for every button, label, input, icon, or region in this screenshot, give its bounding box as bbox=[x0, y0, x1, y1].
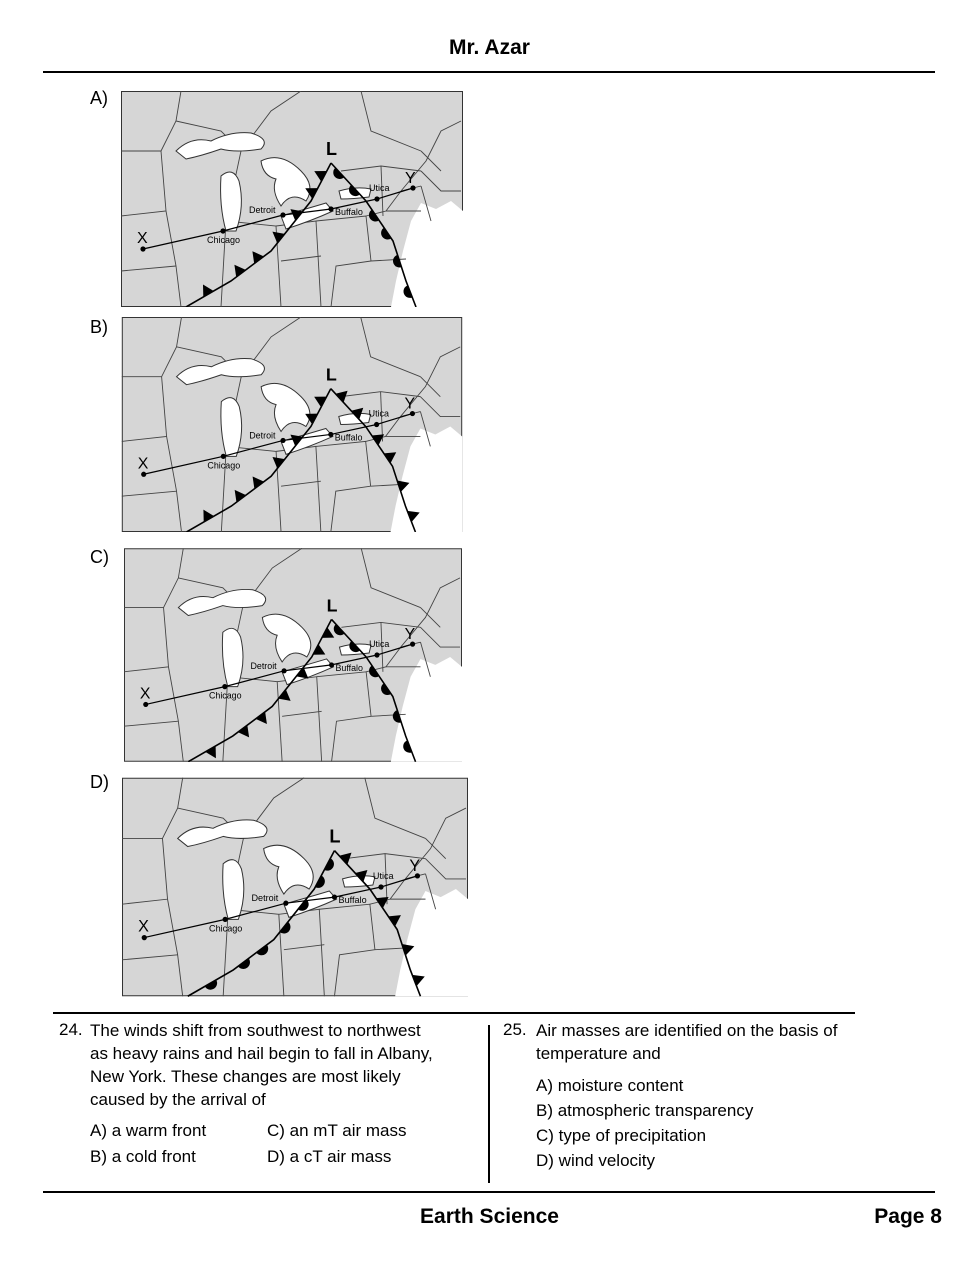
low-pressure-label: L bbox=[325, 364, 337, 385]
city-dot bbox=[328, 432, 333, 437]
question-25-line: temperature and bbox=[536, 1044, 661, 1063]
questions-rule bbox=[53, 1012, 855, 1014]
city-dot bbox=[378, 884, 383, 889]
city-label-detroit: Detroit bbox=[250, 660, 277, 671]
question-24-text bbox=[90, 1019, 485, 1111]
great-lake bbox=[222, 628, 243, 686]
city-dot bbox=[374, 196, 379, 201]
city-dot bbox=[282, 668, 287, 673]
map-b-letter: B) bbox=[90, 317, 108, 337]
question-25-answer-c[interactable]: C) type of precipitation bbox=[536, 1126, 707, 1145]
question-24-answer-d[interactable]: D) a cT air mass bbox=[267, 1147, 392, 1166]
question-24-line: as heavy rains and hail begin to fall in Albany, bbox=[90, 1044, 433, 1063]
weather-map-svg bbox=[124, 548, 462, 762]
city-label-buffalo: Buffalo bbox=[335, 662, 363, 673]
header-title: Mr. Azar bbox=[449, 36, 530, 59]
great-lake bbox=[221, 398, 242, 457]
city-dot bbox=[140, 246, 145, 251]
question-24-answer-c[interactable]: C) an mT air mass bbox=[267, 1121, 407, 1140]
low-pressure-label: L bbox=[326, 139, 337, 159]
city-dot bbox=[328, 206, 333, 211]
point-y-label: Y bbox=[405, 170, 416, 187]
question-25-line: Air masses are identified on the basis of bbox=[536, 1021, 838, 1040]
city-dot bbox=[142, 935, 147, 940]
city-label-buffalo: Buffalo bbox=[338, 895, 367, 906]
point-y-label: Y bbox=[409, 856, 421, 875]
map-d bbox=[122, 777, 468, 997]
point-x-label: X bbox=[137, 455, 149, 473]
city-label-utica: Utica bbox=[368, 408, 390, 419]
city-dot bbox=[222, 684, 227, 689]
footer-subject: Earth Science bbox=[420, 1205, 559, 1228]
question-24-answer-b[interactable]: B) a cold front bbox=[90, 1147, 196, 1166]
question-25-answer-a[interactable]: A) moisture content bbox=[536, 1076, 684, 1095]
question-24-line: The winds shift from southwest to northwest bbox=[90, 1021, 421, 1040]
city-dot bbox=[332, 894, 337, 899]
city-dot bbox=[280, 212, 285, 217]
city-label-buffalo: Buffalo bbox=[335, 207, 363, 217]
footer-rule bbox=[43, 1191, 935, 1193]
weather-map-svg bbox=[121, 91, 463, 307]
city-label-chicago: Chicago bbox=[209, 923, 243, 934]
city-label-utica: Utica bbox=[369, 183, 390, 193]
page-number: Page 8 bbox=[874, 1205, 942, 1228]
city-dot bbox=[280, 438, 285, 443]
question-25-number: 25. bbox=[503, 1020, 527, 1039]
question-25-text bbox=[536, 1019, 936, 1065]
point-x-label: X bbox=[139, 685, 151, 703]
question-25-answer-d[interactable]: D) wind velocity bbox=[536, 1151, 656, 1170]
map-a bbox=[121, 91, 463, 307]
map-c bbox=[124, 548, 462, 762]
city-label-buffalo: Buffalo bbox=[334, 432, 363, 443]
city-dot bbox=[374, 422, 379, 427]
map-d-letter: D) bbox=[90, 772, 109, 792]
header-rule bbox=[43, 71, 935, 73]
point-x-label: X bbox=[138, 917, 149, 936]
city-dot bbox=[374, 652, 379, 657]
weather-map-svg bbox=[122, 777, 468, 997]
city-label-chicago: Chicago bbox=[207, 235, 241, 245]
city-dot bbox=[221, 454, 226, 459]
question-24-answer-a[interactable]: A) a warm front bbox=[90, 1121, 207, 1140]
city-label-utica: Utica bbox=[372, 870, 394, 881]
map-c-letter: C) bbox=[90, 547, 109, 567]
question-24-line: caused by the arrival of bbox=[90, 1090, 266, 1109]
map-a-letter: A) bbox=[90, 88, 108, 108]
city-dot bbox=[223, 917, 228, 922]
column-divider bbox=[488, 1025, 490, 1183]
question-25-answer-b[interactable]: B) atmospheric transparency bbox=[536, 1101, 754, 1120]
question-24-line: New York. These changes are most likely bbox=[90, 1067, 401, 1086]
point-x-label: X bbox=[137, 230, 148, 247]
weather-map-svg bbox=[121, 317, 463, 532]
city-dot bbox=[220, 228, 225, 233]
point-y-label: Y bbox=[404, 626, 416, 644]
low-pressure-label: L bbox=[329, 826, 341, 847]
city-label-chicago: Chicago bbox=[207, 460, 241, 471]
city-dot bbox=[329, 662, 334, 667]
great-lake bbox=[223, 860, 244, 920]
great-lake bbox=[221, 172, 242, 231]
map-b bbox=[121, 317, 463, 532]
city-dot bbox=[141, 472, 146, 477]
city-label-detroit: Detroit bbox=[249, 430, 276, 441]
city-label-chicago: Chicago bbox=[208, 690, 242, 701]
low-pressure-label: L bbox=[326, 595, 338, 616]
city-label-detroit: Detroit bbox=[251, 893, 279, 904]
city-label-utica: Utica bbox=[369, 639, 390, 650]
city-label-detroit: Detroit bbox=[249, 205, 276, 215]
point-y-label: Y bbox=[404, 395, 416, 413]
city-dot bbox=[143, 702, 148, 707]
city-dot bbox=[283, 901, 288, 906]
question-24-number: 24. bbox=[59, 1020, 83, 1039]
